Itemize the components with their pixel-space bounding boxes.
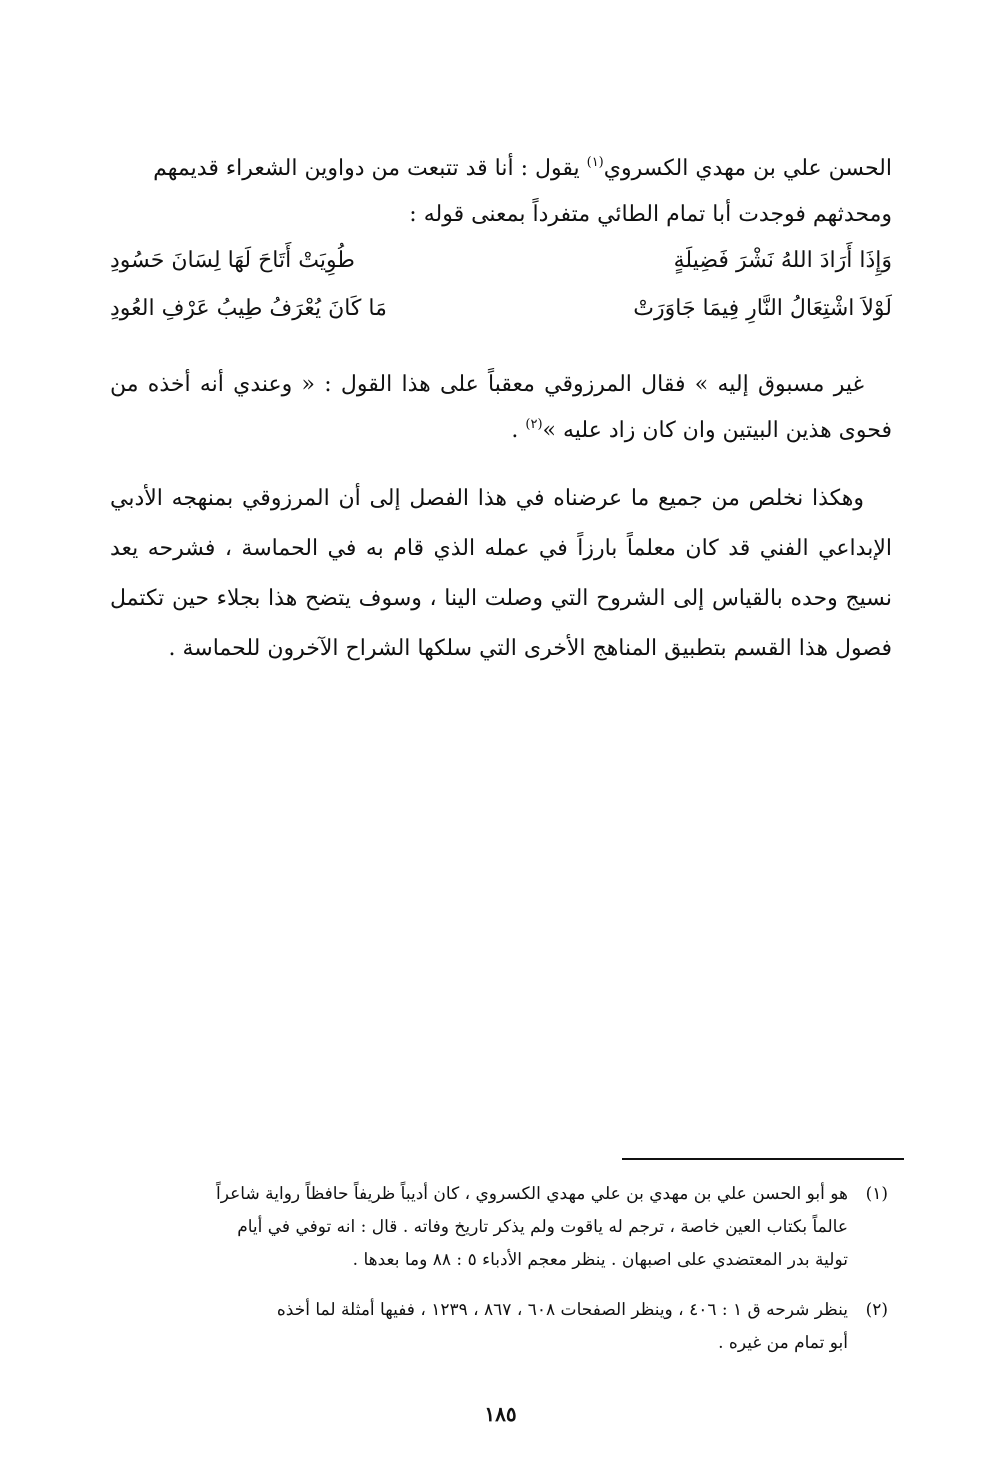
- footnote-1-line-2: عالماً بكتاب العين خاصة ، ترجم له ياقوت ولم يذكر تاريخ وفاته . قال : انه توفي في أيام: [237, 1217, 848, 1237]
- footnote-ref-1[interactable]: (١): [586, 155, 604, 170]
- footnote-1-number: (١): [865, 1184, 888, 1204]
- footnote-2: [118, 1294, 888, 1360]
- verse-2: [110, 296, 892, 340]
- paragraph-1-line-1-start: الحسن علي بن مهدي الكسروي: [603, 156, 892, 181]
- verse-1: [110, 248, 892, 292]
- footnote-1-line-1-text: هو أبو الحسن علي بن مهدي بن علي مهدي الكسروي ، كان أديباً ظريفاً حافظاً رواية شاعراً: [216, 1184, 848, 1204]
- footnote-separator: [622, 1158, 904, 1160]
- footnote-2-line-1: [118, 1294, 888, 1327]
- paragraph-1-line-1: [110, 146, 892, 192]
- verse-1-second-hemistich: طُوِيَتْ أَتَاحَ لَهَا لِسَانَ حَسُودِ: [110, 248, 355, 273]
- footnote-1-line-3: تولية بدر المعتضدي على اصبهان . ينظر معجم الأدباء ٥ : ٨٨ وما بعدها .: [352, 1250, 848, 1270]
- paragraph-3: [110, 474, 892, 674]
- paragraph-1-line-2: ومحدثهم فوجدت أبا تمام الطائي متفرداً بمعنى قوله :: [409, 202, 892, 227]
- verse-2-second-hemistich: مَا كَانَ يُعْرَفُ طِيبُ عَرْفِ العُودِ: [110, 296, 387, 321]
- footnote-2-line-1-text: ينظر شرحه ق ١ : ٤٠٦ ، وينظر الصفحات ٦٠٨ ، ٨٦٧ ، ١٢٣٩ ، ففيها أمثلة لما أخذه: [276, 1300, 848, 1320]
- paragraph-3-text: وهكذا نخلص من جميع ما عرضناه في هذا الفصل إلى أن المرزوقي بمنهجه الأدبي الإبداعي الفني قد كان معلماً بارزاً في عمله الذي قام به في الحماسة ، فشرحه يعد نسيج وحده بالقياس إلى الشروح التي وصلت الينا ، وسوف يتضح هذا بجلاء حين تكتمل فصول هذا القسم بتطبيق المناهج الأخرى التي سلكها الشراح الآخرون للحماسة .: [110, 486, 892, 661]
- footnote-2-number: (٢): [865, 1300, 888, 1320]
- footnote-1: [118, 1178, 888, 1277]
- footnote-ref-2[interactable]: (٢): [525, 417, 543, 432]
- paragraph-2-end: .: [511, 418, 526, 443]
- paragraph-2: [110, 362, 892, 454]
- paragraph-2-text: غير مسبوق إليه » فقال المرزوقي معقباً على هذا القول : « وعندي أنه أخذه من فحوى هذين البيتين وان كان زاد عليه »: [110, 372, 892, 443]
- footnote-2-line-2: أبو تمام من غيره .: [718, 1333, 848, 1353]
- page-number: ١٨٥: [484, 1402, 517, 1426]
- paragraph-1-line-1-end: يقول : أنا قد تتبعت من دواوين الشعراء قديمهم: [153, 156, 587, 181]
- footnote-1-line-1: [118, 1178, 888, 1211]
- verse-1-first-hemistich: وَإِذَا أَرَادَ اللهُ نَشْرَ فَضِيلَةٍ: [673, 248, 892, 273]
- verse-2-first-hemistich: لَوْلاَ اشْتِعَالُ النَّارِ فِيمَا جَاوَرَتْ: [633, 296, 892, 321]
- paragraph-1: [110, 146, 892, 238]
